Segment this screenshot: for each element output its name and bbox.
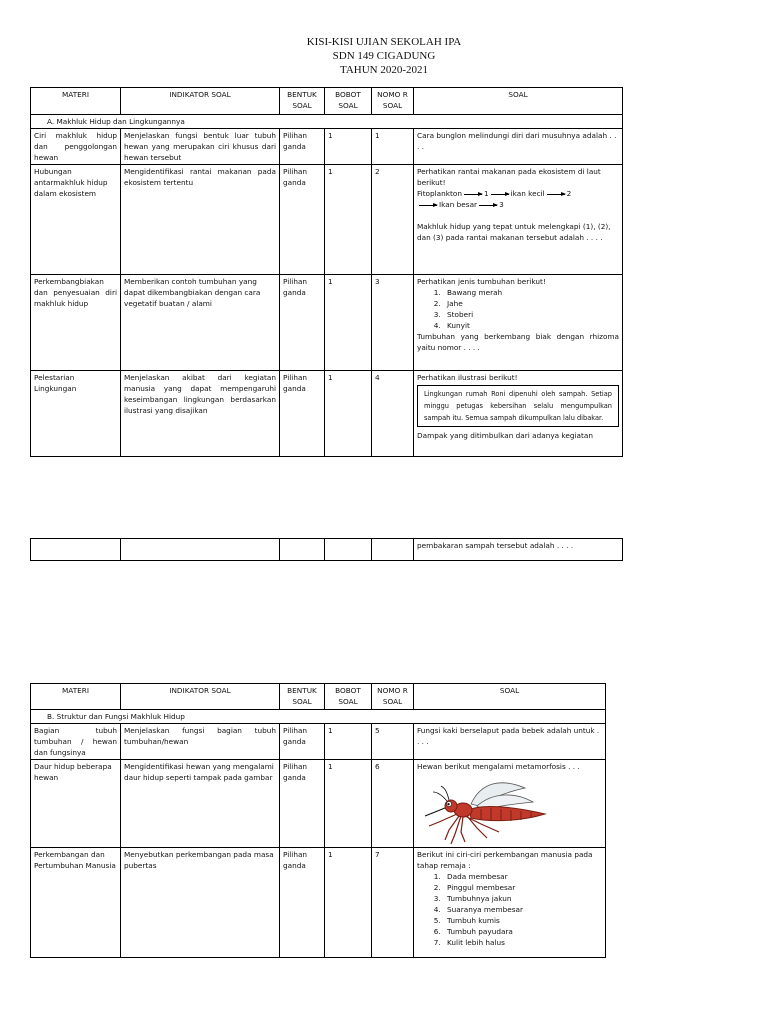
cell-soal xyxy=(414,760,606,848)
cell-soal: Cara bunglon melindungi diri dari musuhnya adalah . . . . xyxy=(414,129,623,165)
cell-bobot: 1 xyxy=(325,165,372,275)
cell-bentuk: Pilihan ganda xyxy=(280,165,325,275)
list-item: 1. Bawang merah xyxy=(443,287,619,298)
arrow-icon xyxy=(464,194,482,195)
section-row xyxy=(31,710,606,724)
table-row xyxy=(31,760,606,848)
cell-bobot xyxy=(325,539,372,561)
section-b-title: B. Struktur dan Fungsi Makhluk Hidup xyxy=(31,710,606,724)
cell-bobot: 1 xyxy=(325,275,372,371)
header-indikator: INDIKATOR SOAL xyxy=(121,684,280,710)
cell-indikator: Menjelaskan akibat dari kegiatan manusia yang dapat mempengaruhi keseimbangan lingkungan berdasarkan ilustrasi yang disajikan xyxy=(121,371,280,457)
arrow-icon xyxy=(479,205,497,206)
list-item: 3. Tumbuhnya jakun xyxy=(443,893,602,904)
chain-blank-2: 2 xyxy=(566,189,572,198)
table-row xyxy=(31,539,623,561)
arrow-icon xyxy=(419,205,437,206)
table-row xyxy=(31,129,623,165)
header-materi: MATERI xyxy=(31,684,121,710)
soal-intro: Perhatikan ilustrasi berikut! xyxy=(417,373,518,382)
list-item: 4. Kunyit xyxy=(443,320,619,331)
list-item: 1. Dada membesar xyxy=(443,871,602,882)
chain-blank-1: 1 xyxy=(483,189,489,198)
cell-materi: Perkembangan dan Pertumbuhan Manusia xyxy=(31,848,121,958)
table-header-row xyxy=(31,684,606,710)
cell-materi: Bagian tubuh tumbuhan / hewan dan fungsinya xyxy=(31,724,121,760)
cell-soal xyxy=(414,275,623,371)
mosquito-image xyxy=(421,776,551,846)
header-bentuk: BENTUK SOAL xyxy=(280,684,325,710)
cell-nomor: 7 xyxy=(372,848,414,958)
list-item: 6. Tumbuh payudara xyxy=(443,926,602,937)
soal-intro: Berikut ini ciri-ciri perkembangan manusia pada tahap remaja : xyxy=(417,850,593,870)
cell-bentuk: Pilihan ganda xyxy=(280,371,325,457)
cell-bentuk: Pilihan ganda xyxy=(280,848,325,958)
chain-ikan-kecil: ikan kecil xyxy=(510,189,545,198)
cell-indikator: Mengidentifikasi hewan yang mengalami daur hidup seperti tampak pada gambar xyxy=(121,760,280,848)
header-bobot: BOBOT SOAL xyxy=(325,684,372,710)
kisi-table-a xyxy=(30,87,623,457)
list-item: 2. Pinggul membesar xyxy=(443,882,602,893)
cell-indikator: Menyebutkan perkembangan pada masa pubertas xyxy=(121,848,280,958)
plant-list xyxy=(417,287,619,331)
illustration-box: Lingkungan rumah Roni dipenuhi oleh sampah. Setiap minggu petugas kebersihan selalu mengumpulkan sampah itu. Semua sampah dikumpulkan lalu dibakar. xyxy=(417,385,619,427)
cell-nomor xyxy=(372,539,414,561)
food-chain xyxy=(417,188,619,199)
kisi-table-a-continued xyxy=(30,538,623,561)
cell-materi: Ciri makhluk hidup dan penggolongan hewan xyxy=(31,129,121,165)
cell-bobot: 1 xyxy=(325,129,372,165)
school-year: TAHUN 2020-2021 xyxy=(339,64,429,76)
cell-soal: Fungsi kaki berselaput pada bebek adalah untuk . . . . xyxy=(414,724,606,760)
list-item: 5. Tumbuh kumis xyxy=(443,915,602,926)
school-name: SDN 149 CIGADUNG xyxy=(332,50,436,62)
list-item: 7. Kulit lebih halus xyxy=(443,937,602,948)
arrow-icon xyxy=(491,194,509,195)
cell-bobot: 1 xyxy=(325,724,372,760)
cell-materi: Daur hidup beberapa hewan xyxy=(31,760,121,848)
header-soal: SOAL xyxy=(414,88,623,115)
cell-bobot: 1 xyxy=(325,371,372,457)
soal-question: Dampak yang ditimbulkan dari adanya kegiatan xyxy=(417,431,593,440)
cell-nomor: 6 xyxy=(372,760,414,848)
soal-text: Hewan berikut mengalami metamorfosis . . . xyxy=(417,762,580,771)
cell-bobot: 1 xyxy=(325,760,372,848)
mosquito-icon xyxy=(425,783,545,844)
table-row xyxy=(31,724,606,760)
table-row xyxy=(31,848,606,958)
kisi-table-b xyxy=(30,683,606,958)
header-nomor: NOMO R SOAL xyxy=(372,88,414,115)
header-indikator: INDIKATOR SOAL xyxy=(121,88,280,115)
cell-bentuk: Pilihan ganda xyxy=(280,275,325,371)
cell-materi: Pelestarian Lingkungan xyxy=(31,371,121,457)
chain-ikan-besar: Ikan besar xyxy=(439,200,478,209)
soal-question: Makhluk hidup yang tepat untuk melengkapi (1), (2), dan (3) pada rantai makanan tersebut adalah . . . . xyxy=(417,222,611,242)
puberty-list xyxy=(417,871,602,948)
cell-indikator xyxy=(121,539,280,561)
cell-indikator: Mengidentifikasi rantai makanan pada ekosistem tertentu xyxy=(121,165,280,275)
header-bentuk: BENTUK SOAL xyxy=(280,88,325,115)
list-item: 3. Stoberi xyxy=(443,309,619,320)
cell-materi: Hubungan antarmakhluk hidup dalam ekosistem xyxy=(31,165,121,275)
table-row xyxy=(31,275,623,371)
header-bobot: BOBOT SOAL xyxy=(325,88,372,115)
cell-bentuk xyxy=(280,539,325,561)
arrow-icon xyxy=(547,194,565,195)
soal-intro: Perhatikan jenis tumbuhan berikut! xyxy=(417,277,546,286)
table-row xyxy=(31,165,623,275)
list-item: 4. Suaranya membesar xyxy=(443,904,602,915)
food-chain-line-2 xyxy=(417,199,619,210)
cell-bobot: 1 xyxy=(325,848,372,958)
cell-bentuk: Pilihan ganda xyxy=(280,129,325,165)
cell-materi: Perkembangbiakan dan penyesuaian diri makhluk hidup xyxy=(31,275,121,371)
soal-question: Tumbuhan yang berkembang biak dengan rhizoma yaitu nomor . . . . xyxy=(417,332,619,352)
cell-soal xyxy=(414,371,623,457)
doc-title: KISI-KISI UJIAN SEKOLAH IPA xyxy=(306,36,462,48)
cell-bentuk: Pilihan ganda xyxy=(280,760,325,848)
cell-nomor: 5 xyxy=(372,724,414,760)
cell-indikator: Menjelaskan fungsi bagian tubuh tumbuhan/hewan xyxy=(121,724,280,760)
section-row xyxy=(31,115,623,129)
header-nomor: NOMO R SOAL xyxy=(372,684,414,710)
cell-soal xyxy=(414,848,606,958)
cell-nomor: 1 xyxy=(372,129,414,165)
header-materi: MATERI xyxy=(31,88,121,115)
cell-soal-continued: pembakaran sampah tersebut adalah . . . . xyxy=(414,539,623,561)
cell-nomor: 2 xyxy=(372,165,414,275)
cell-materi xyxy=(31,539,121,561)
list-item: 2. Jahe xyxy=(443,298,619,309)
header-soal: SOAL xyxy=(414,684,606,710)
cell-nomor: 3 xyxy=(372,275,414,371)
cell-nomor: 4 xyxy=(372,371,414,457)
cell-indikator: Memberikan contoh tumbuhan yang dapat dikembangbiakan dengan cara vegetatif buatan / alami xyxy=(121,275,280,371)
cell-bentuk: Pilihan ganda xyxy=(280,724,325,760)
chain-fitoplankton: Fitoplankton xyxy=(417,189,462,198)
cell-soal xyxy=(414,165,623,275)
section-a-title: A. Makhluk Hidup dan Lingkungannya xyxy=(31,115,623,129)
table-header-row xyxy=(31,88,623,115)
cell-indikator: Menjelaskan fungsi bentuk luar tubuh hewan yang merupakan ciri khusus dari hewan tersebut xyxy=(121,129,280,165)
table-row xyxy=(31,371,623,457)
chain-blank-3: 3 xyxy=(499,200,504,209)
soal-intro: Perhatikan rantai makanan pada ekosistem di laut berikut! xyxy=(417,167,601,187)
